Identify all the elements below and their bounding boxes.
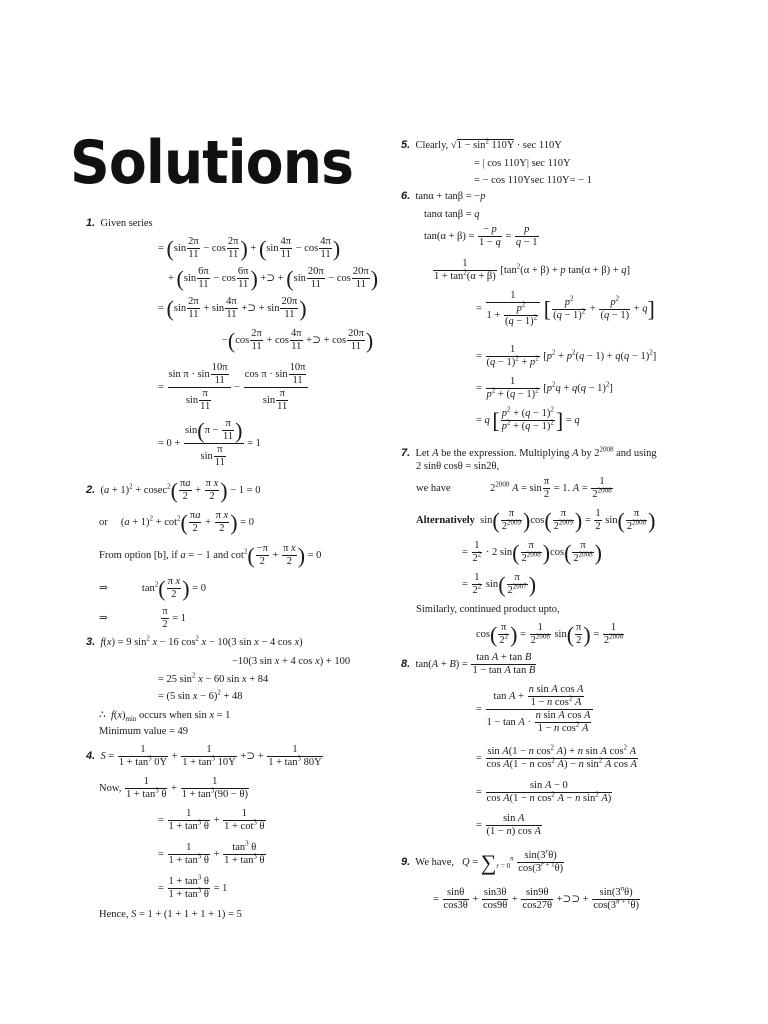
left-column-line: Hence, S = 1 + (1 + 1 + 1 + 1) = 5	[99, 909, 242, 920]
left-column-line: 4. S = $\frac{1}{1 + \tan^3 0\Upsilon}$ + $\frac{1}{1 + \tan^3 10\Upsilon}$ +⊃ + $\frac{1}{1 + \tan^3 80\Upsilon}$	[86, 744, 322, 768]
left-column-line: = 0 + sin(π − $\frac{\pi}{11}$ ) sin $\frac{\pi}{11}$ = 1	[158, 418, 261, 468]
right-column-line: tanα tanβ = q	[424, 209, 480, 220]
left-column-line: Now, $\frac{1}{1 + \tan^3 \theta}$ + $\frac{1}{1 + \tan^3(90 - \theta)}$	[99, 776, 249, 800]
left-column-line: = 25 $\sin^2 x - 60$ sin x + 84	[158, 671, 269, 685]
right-column-line: Similarly, continued product upto,	[416, 604, 560, 615]
right-column-line: 8. tan(A + B) = $\frac{\text{tan A + tan B}}{\text{1 − tan A tan B}}$	[401, 652, 536, 676]
left-column-line: 1. Given series	[86, 217, 153, 229]
right-column-line: = 1 1 + $\frac{p^2}{(q - 1)^2}$ [ $\frac{p^2}{(q - 1)^2}$ + $\frac{p^2}{(q - 1)}$ + q]	[476, 290, 655, 327]
left-column-line: ⇒ $\frac{\pi}{2}$ = 1	[99, 606, 187, 630]
right-column-line: = $\frac{\text{sin A − 0}}{\cos A(1 - n \cos^2 A - n \sin^2 A)}$	[476, 780, 612, 804]
right-column-line: = $\frac{\sin\theta}{\cos 3\theta}$ + $\frac{\sin 3\theta}{\cos 9\theta}$ + $\frac{\sin 9\theta}{\cos 27\theta}$ +⊃⊃ + $\frac{\sin(3^n\theta)}{\cos(3^{n + 1}\theta)}$	[433, 884, 640, 911]
right-column-line: = − cos 110Υsec 110Υ= − 1	[474, 175, 592, 186]
right-column-line: 5. Clearly, $√1 - \sin^2 110\Upsilon \cdot \sec 110\Upsilon$	[401, 137, 562, 151]
left-column-line: = (5 sin x − 6)$^2$ + 48	[158, 688, 243, 702]
right-column-line: = $\frac{1}{(q - 1)^2 + p^2}$ $[p^2 + p^2(q - 1) + q(q - 1)^2]$	[476, 344, 657, 368]
right-column-line: tan(α + β) = $\frac{- p}{1 - q}$ = $\frac{p}{q - 1}$	[424, 224, 538, 248]
right-column-line: 6. tanα + tanβ = −p	[401, 190, 486, 202]
left-column-line: −(cos $\frac{2\pi}{11}$ + cos $\frac{4\pi}{11}$ +⊃ + cos $\frac{20\pi}{11}$ )	[222, 328, 374, 353]
left-column-line: From option [b], if a = − 1 and $\cot^2$( $\frac{-\pi}{2}$ + $\frac{\text{π x}}{2}$ ) = 0	[99, 543, 322, 568]
left-column-line: 2. $(a + 1)^2 + cosec^2$( $\frac{\pi a}{2}$ + $\frac{\text{π x}}{2}$ ) − 1 = 0	[86, 478, 261, 503]
right-column-line: = $\frac{\sin A(1 - n \cos^2 A) + n \sin A \cos^2 A}{\cos A(1 - n \cos^2 A) - n \sin^2 A \cos A}$	[476, 743, 637, 770]
right-column-line: = tan A + $\frac{\text{n sin A cos A}}{1 - n \cos^2 A}$ 1 − tan A · $\frac{\text{n sin A cos A}}{1 - n \cos^2 A}$	[476, 684, 594, 735]
left-column-line: = $\frac{1}{1 + \tan^3 \theta}$ + $\frac{\tan^3 \theta}{1 + \tan^3 \theta}$	[158, 839, 265, 866]
right-column-line: = q [ $\frac{p^2 + (q - 1)^2}{p^2 + (q - 1)^2}$ ] = q	[476, 405, 580, 433]
right-column-line: = $\frac{1}{p^2 + (q - 1)^2}$ $[p^2q + q(q - 1)^2]$	[476, 376, 613, 400]
left-column-line: = sin π · sin $\frac{10\pi}{11}$ sin $\frac{\pi}{11}$ − cos π · sin $\frac{10\pi}{11}$ sin $\frac{\pi}{11}$	[158, 362, 309, 413]
left-column-line: 3. f(x) = 9 $\sin^2 x - 16$ $\cos^2 x - 10(3$ sin x − 4 cos x)	[86, 634, 303, 648]
right-column-line: 7. Let A be the expression. Multiplying A by $2^{2008}$ and using	[401, 445, 657, 459]
right-column-line: cos( $\frac{\pi}{2^2}$ ) = $\frac{1}{2^{2008}}$ sin( $\frac{\pi}{2}$ ) = $\frac{1}{2^{2008}}$	[476, 622, 624, 647]
left-column-line: ∴ $f(x)_{min}$ occurs when sin x = 1	[99, 710, 231, 724]
right-column-line: 9. We have, $Q = \sum_{r = 0}^n$ $\frac{\sin(3^r\theta)}{\cos(3^{r + 1}\theta)}$	[401, 847, 564, 875]
left-column-line: = (sin $\frac{2\pi}{11}$ + sin $\frac{4\pi}{11}$ +⊃ + sin $\frac{20\pi}{11}$ )	[158, 296, 307, 321]
left-column-line: = $\frac{1 + \tan^3 \theta}{1 + \tan^3 \theta}$ = 1	[158, 873, 228, 900]
right-column-line: = $\frac{1}{2^2}$ · 2 sin( $\frac{\pi}{2^{2008}}$ )cos( $\frac{\pi}{2^{2008}}$ )	[462, 540, 602, 565]
right-column-line: = $\frac{1}{2^2}$ sin( $\frac{\pi}{2^{2007}}$ )	[462, 572, 537, 597]
right-column-line: = $\frac{\text{sin A}}{\text{(1 − n) cos A}}$	[476, 813, 541, 837]
left-column-line: Minimum value = 49	[99, 726, 189, 737]
left-column-line: + (sin $\frac{6\pi}{11}$ − cos $\frac{6\pi}{11}$ ) +⊃ + (sin $\frac{20\pi}{11}$ − cos $\frac{20\pi}{11}$ )	[168, 266, 379, 291]
left-column-line: −10(3 sin x + 4 cos x) + 100	[232, 656, 351, 667]
left-column-line: or $(a + 1)^2 + \cot^2$( $\frac{\pi a}{2}$ + $\frac{\text{π x}}{2}$ ) = 0	[99, 510, 254, 535]
page-title: Solutions	[70, 128, 354, 198]
right-column-line: Alternatively sin( $\frac{\pi}{2^{2009}}$ )cos( $\frac{\pi}{2^{2009}}$ ) = $\frac{1}{2}$ sin( $\frac{\pi}{2^{2008}}$ )	[416, 508, 656, 533]
right-column-line: = | cos 110Υ| sec 110Υ	[474, 158, 571, 169]
left-column-line: = $\frac{1}{1 + \tan^3 \theta}$ + $\frac{1}{1 + \cot^3 \theta}$	[158, 808, 265, 832]
right-column-line: $\frac{1}{1 + \tan^2(\alpha + \beta)}$ [$\tan^2(\alpha + \beta) + p$ tan(α + β) + q]	[434, 258, 631, 282]
left-column-line: ⇒ $\tan^2$( $\frac{\text{π x}}{2}$ ) = 0	[99, 576, 206, 601]
left-column-line: = (sin $\frac{2\pi}{11}$ − cos $\frac{2\pi}{11}$ ) + (sin $\frac{4\pi}{11}$ − cos $\frac{4\pi}{11}$ )	[158, 236, 341, 261]
right-column-line: we have $2^{2008}$ A = sin $\frac{\pi}{2}$ = 1. A = $\frac{1}{2^{2008}}$	[416, 476, 612, 500]
right-column-line: 2 sinθ cosθ = sin2θ,	[416, 461, 500, 472]
